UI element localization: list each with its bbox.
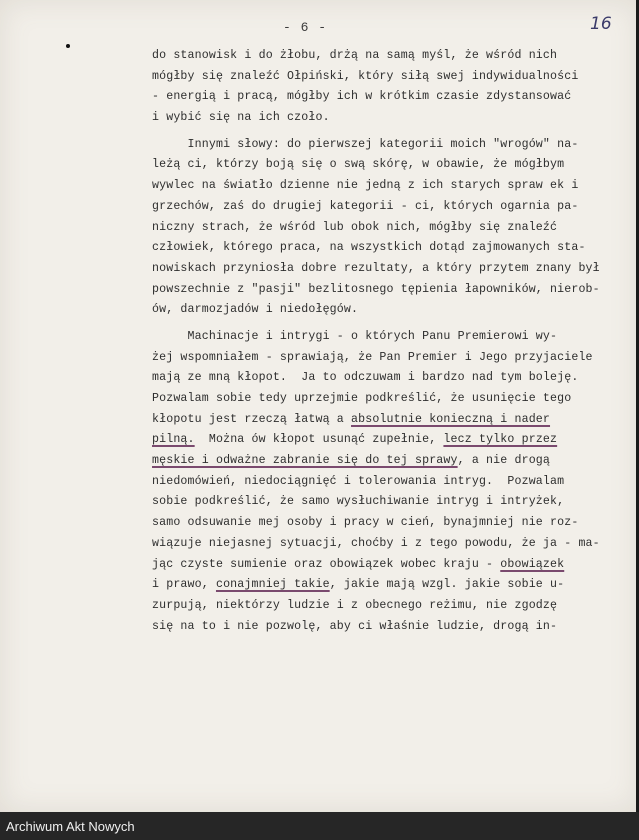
text-line <box>152 472 592 493</box>
text-line <box>152 389 592 410</box>
text-segment: , jakie mają wzgl. jakie sobie u- <box>329 578 565 592</box>
text-line <box>152 46 592 67</box>
text-segment: wiązuje niejasnej sytuacji, choćby i z tego powodu, że ja - ma- <box>152 536 600 550</box>
text-segment: wywlec na światło dzienne nie jedną z ich starych spraw ek i <box>152 179 579 193</box>
text-line <box>152 67 592 88</box>
text-segment: samo odsuwanie mej osoby i pracy w cień, bynajmniej nie roz- <box>152 516 579 530</box>
text-segment: niczny strach, że wśród lub obok nich, mógłby się znaleźć <box>152 220 558 234</box>
text-line <box>152 492 592 513</box>
underlined-text: obowiązek <box>500 557 565 571</box>
text-line <box>152 280 600 301</box>
text-segment: , a nie drogą <box>457 454 551 468</box>
text-segment: mają ze mną kłopot. Ja to odczuwam i bardzo nad tym boleję. <box>152 371 579 385</box>
text-segment: człowiek, którego praca, na wszystkich dotąd zajmowanych sta- <box>152 241 586 255</box>
text-segment: zurpują, niektórzy ludzie i z obecnego reżimu, nie zgodzę <box>152 598 558 612</box>
text-segment: nowiskach przyniosła dobre rezultaty, a który przytem znany był <box>152 261 600 275</box>
text-line <box>152 327 592 348</box>
text-line <box>152 596 592 617</box>
archive-footer <box>0 812 639 840</box>
text-segment: niedomówień, niedociągnięć i tolerowania intryg. Pozwalam <box>152 474 565 488</box>
typed-text-body <box>152 46 600 637</box>
underlined-text: męskie i odważne zabranie się do tej sprawy <box>152 454 458 468</box>
text-segment: kłopotu jest rzeczą łatwą a <box>152 412 352 426</box>
text-segment: i wybić się na ich czoło. <box>152 111 330 125</box>
text-segment: Można ów kłopot usunąć zupełnie, <box>194 433 444 447</box>
text-line <box>152 430 592 451</box>
text-segment: i prawo, <box>152 578 216 592</box>
text-line <box>152 575 592 596</box>
text-segment: żej wspomniałem - sprawiają, że Pan Premier i Jego przyjaciele <box>152 350 593 364</box>
underlined-text: lecz tylko przez <box>443 433 558 447</box>
text-line <box>152 617 592 638</box>
text-line <box>152 368 592 389</box>
text-line <box>152 197 592 218</box>
page-number: - 6 - <box>283 20 328 35</box>
text-line <box>152 155 592 176</box>
text-line <box>152 87 592 108</box>
text-segment: ów, darmozjadów i niedołęgów. <box>152 303 359 317</box>
text-segment: grzechów, zaś do drugiej kategorii - ci, których ogarnia pa- <box>152 199 579 213</box>
text-line <box>152 555 592 576</box>
text-line <box>152 300 592 321</box>
text-segment: Innymi słowy: do pierwszej kategorii moich "wrogów" na- <box>152 137 579 151</box>
underlined-text: absolutnie konieczną i nader <box>351 412 551 426</box>
text-line <box>152 348 592 369</box>
text-segment: Machinacje i intrygi - o których Panu Premierowi wy- <box>152 329 558 343</box>
text-line <box>152 534 600 555</box>
text-segment: leżą ci, którzy boją się o swą skórę, w obawie, że mógłbym <box>152 158 565 172</box>
underlined-text: conajmniej takie <box>215 578 330 592</box>
archive-name: Archiwum Akt Nowych <box>6 818 135 834</box>
text-line <box>152 135 592 156</box>
text-line <box>152 108 592 129</box>
folio-number: 16 <box>590 14 612 34</box>
text-segment: sobie podkreślić, że samo wysłuchiwanie intryg i intryżek, <box>152 495 565 509</box>
ink-dot <box>66 44 70 48</box>
text-line <box>152 259 600 280</box>
text-segment: do stanowisk i do żłobu, drżą na samą myśl, że wśród nich <box>152 49 558 62</box>
text-segment: powszechnie z "pasji" bezlitosnego tępienia łapowników, nierob- <box>152 282 600 296</box>
underlined-text: pilną. <box>152 433 195 447</box>
text-line <box>152 176 592 197</box>
text-line <box>152 410 592 431</box>
text-line <box>152 238 592 259</box>
text-line <box>152 451 592 472</box>
text-line <box>152 513 592 534</box>
text-segment: - energią i pracą, mógłby ich w krótkim czasie zdystansować <box>152 90 572 104</box>
text-line <box>152 218 592 239</box>
text-segment: jąc czyste sumienie oraz obowiązek wobec kraju - <box>152 557 501 571</box>
text-segment: mógłby się znaleźć Ołpiński, który siłą swej indywidualności <box>152 69 579 83</box>
text-segment: się na to i nie pozwolę, aby ci właśnie ludzie, drogą in- <box>152 619 558 633</box>
text-segment: Pozwalam sobie tedy uprzejmie podkreślić, że usunięcie tego <box>152 392 572 405</box>
